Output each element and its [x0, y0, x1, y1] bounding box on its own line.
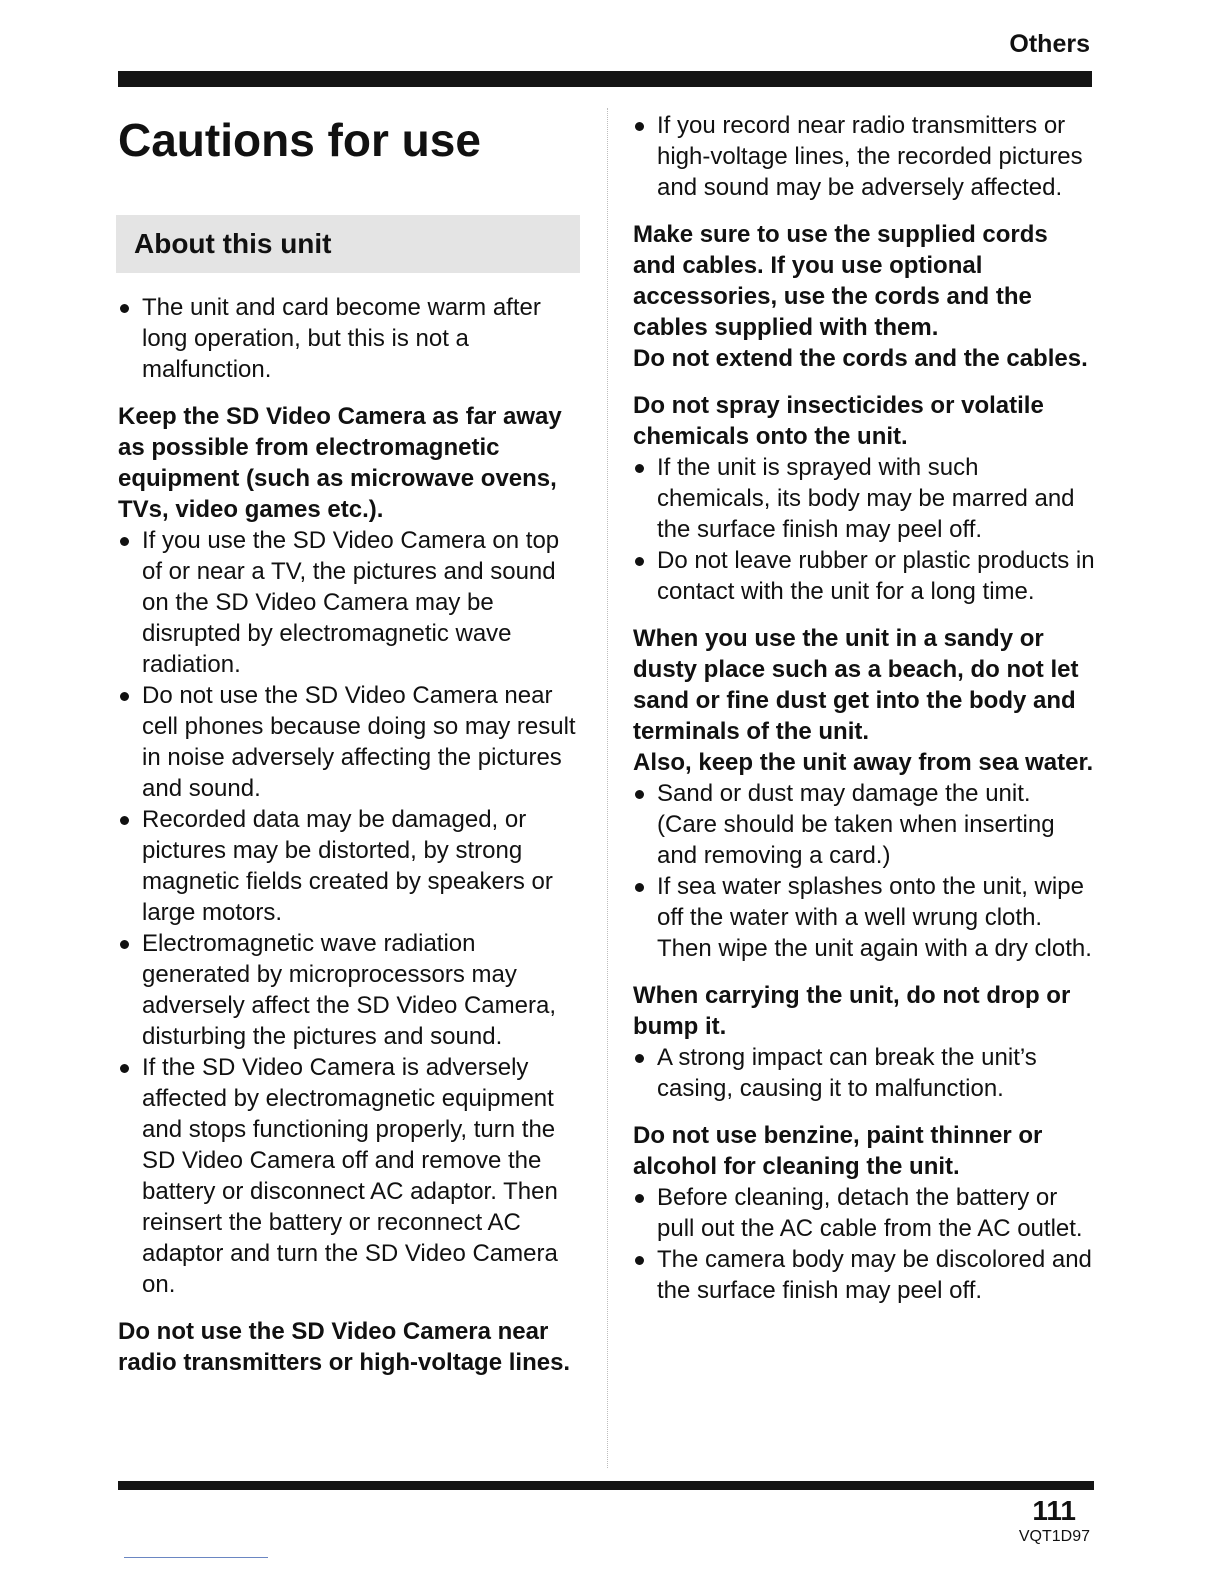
top-rule	[118, 71, 1092, 87]
corner-line	[124, 1557, 268, 1558]
page-number: 111	[1032, 1495, 1076, 1526]
block-heading: Make sure to use the supplied cords and cables. If you use optional accessories, use the cords and the cables supplied with them.	[633, 221, 1048, 341]
content-block	[633, 219, 1095, 374]
content-block	[633, 980, 1095, 1104]
right-column	[633, 110, 1095, 1322]
bullet-item: The camera body may be discolored and the surface finish may peel off.	[633, 1244, 1095, 1306]
block-heading: Keep the SD Video Camera as far away as possible from electromagnetic equipment (such as microwave ovens, TVs, video games etc.).	[118, 403, 562, 523]
bullet-item: Recorded data may be damaged, or pictures may be distorted, by strong magnetic fields created by speakers or large motors.	[118, 804, 584, 928]
content-block	[633, 390, 1095, 607]
section-label: Others	[1009, 30, 1090, 58]
left-column	[118, 292, 584, 1394]
content-block	[633, 1120, 1095, 1306]
content-block	[633, 110, 1095, 203]
block-heading: Also, keep the unit away from sea water.	[633, 749, 1094, 776]
column-divider	[607, 108, 608, 1468]
block-heading: When you use the unit in a sandy or dusty place such as a beach, do not let sand or fine dust get into the body and terminals of the unit.	[633, 625, 1079, 745]
block-heading: Do not spray insecticides or volatile chemicals onto the unit.	[633, 392, 1044, 450]
bullet-item: If sea water splashes onto the unit, wipe off the water with a well wrung cloth. Then wipe the unit again with a dry cloth.	[633, 871, 1095, 964]
content-block	[118, 401, 584, 1300]
bullet-item: If you use the SD Video Camera on top of or near a TV, the pictures and sound on the SD Video Camera may be disrupted by electromagnetic wave radiation.	[118, 525, 584, 680]
subheading-box	[116, 215, 580, 273]
subheading: About this unit	[134, 228, 332, 259]
bullet-item: A strong impact can break the unit’s casing, causing it to malfunction.	[633, 1042, 1095, 1104]
bullet-item: Before cleaning, detach the battery or pull out the AC cable from the AC outlet.	[633, 1182, 1095, 1244]
block-heading: When carrying the unit, do not drop or bump it.	[633, 982, 1071, 1040]
bullet-item: Do not leave rubber or plastic products in contact with the unit for a long time.	[633, 545, 1095, 607]
bullet-item: If you record near radio transmitters or high-voltage lines, the recorded pictures and sound may be adversely affected.	[633, 110, 1095, 203]
content-block	[633, 623, 1095, 964]
document-code: VQT1D97	[1018, 1528, 1090, 1545]
content-block	[118, 1316, 584, 1378]
bottom-rule	[118, 1481, 1094, 1490]
bullet-item: Sand or dust may damage the unit. (Care should be taken when inserting and removing a card.)	[633, 778, 1095, 871]
content-block	[118, 292, 584, 385]
bullet-item: Electromagnetic wave radiation generated by microprocessors may adversely affect the SD Video Camera, disturbing the pictures and sound.	[118, 928, 584, 1052]
bullet-item: If the unit is sprayed with such chemicals, its body may be marred and the surface finish may peel off.	[633, 452, 1095, 545]
page-title: Cautions for use	[118, 114, 481, 166]
block-heading: Do not use the SD Video Camera near radio transmitters or high-voltage lines.	[118, 1318, 571, 1376]
block-heading: Do not use benzine, paint thinner or alcohol for cleaning the unit.	[633, 1122, 1043, 1180]
block-heading: Do not extend the cords and the cables.	[633, 345, 1088, 372]
bullet-item: Do not use the SD Video Camera near cell phones because doing so may result in noise adversely affecting the pictures and sound.	[118, 680, 584, 804]
bullet-item: If the SD Video Camera is adversely affected by electromagnetic equipment and stops functioning properly, turn the SD Video Camera off and remove the battery or disconnect AC adaptor. Then reinsert the battery or reconnect AC adaptor and turn the SD Video Camera on.	[118, 1052, 584, 1300]
bullet-item: The unit and card become warm after long operation, but this is not a malfunction.	[118, 292, 584, 385]
